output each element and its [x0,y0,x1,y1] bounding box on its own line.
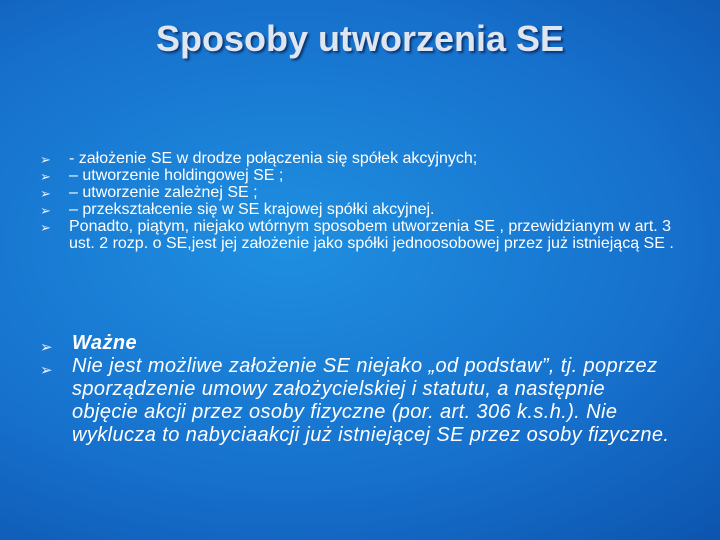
list-item [40,355,670,447]
arrow-bullet-icon: ➢ [40,339,53,356]
list-item [40,218,700,252]
note-heading: Ważne [72,332,137,354]
list-item [40,167,700,184]
note-list [40,332,670,447]
note-text: Nie jest możliwe założenie SE niejako „od podstaw”, tj. poprzez sporządzenie umowy założycielskiej i statutu, a następnie objęcie akcji przez osoby fizyczne (por. art. 306 k.s.h.). Nie wyklucza to nabyciaakcji już istniejącej SE przez osoby fizyczne. [72,355,670,446]
arrow-bullet-icon: ➢ [40,169,51,184]
arrow-bullet-icon: ➢ [40,186,51,201]
list-item-text: - założenie SE w drodze połączenia się spółek akcyjnych; [69,150,478,167]
arrow-bullet-icon: ➢ [40,152,51,167]
list-item-text: – utworzenie holdingowej SE ; [69,167,284,184]
slide-title: Sposoby utworzenia SE [155,18,565,59]
list-item-text: – utworzenie zależnej SE ; [69,184,258,201]
list-item [40,332,670,355]
list-item-text: Ponadto, piątym, niejako wtórnym sposobem utworzenia SE , przewidzianym w art. 3 ust. 2 rozp. o SE,jest jej założenie jako spółki jednoosobowej przez już istniejącą SE . [69,218,674,252]
list-item [40,150,700,167]
arrow-bullet-icon: ➢ [40,220,51,235]
list-item [40,184,700,201]
list-item-text: – przekształcenie się w SE krajowej spółki akcyjnej. [69,201,435,218]
methods-list [40,150,700,252]
arrow-bullet-icon: ➢ [40,362,53,379]
arrow-bullet-icon: ➢ [40,203,51,218]
list-item [40,201,700,218]
